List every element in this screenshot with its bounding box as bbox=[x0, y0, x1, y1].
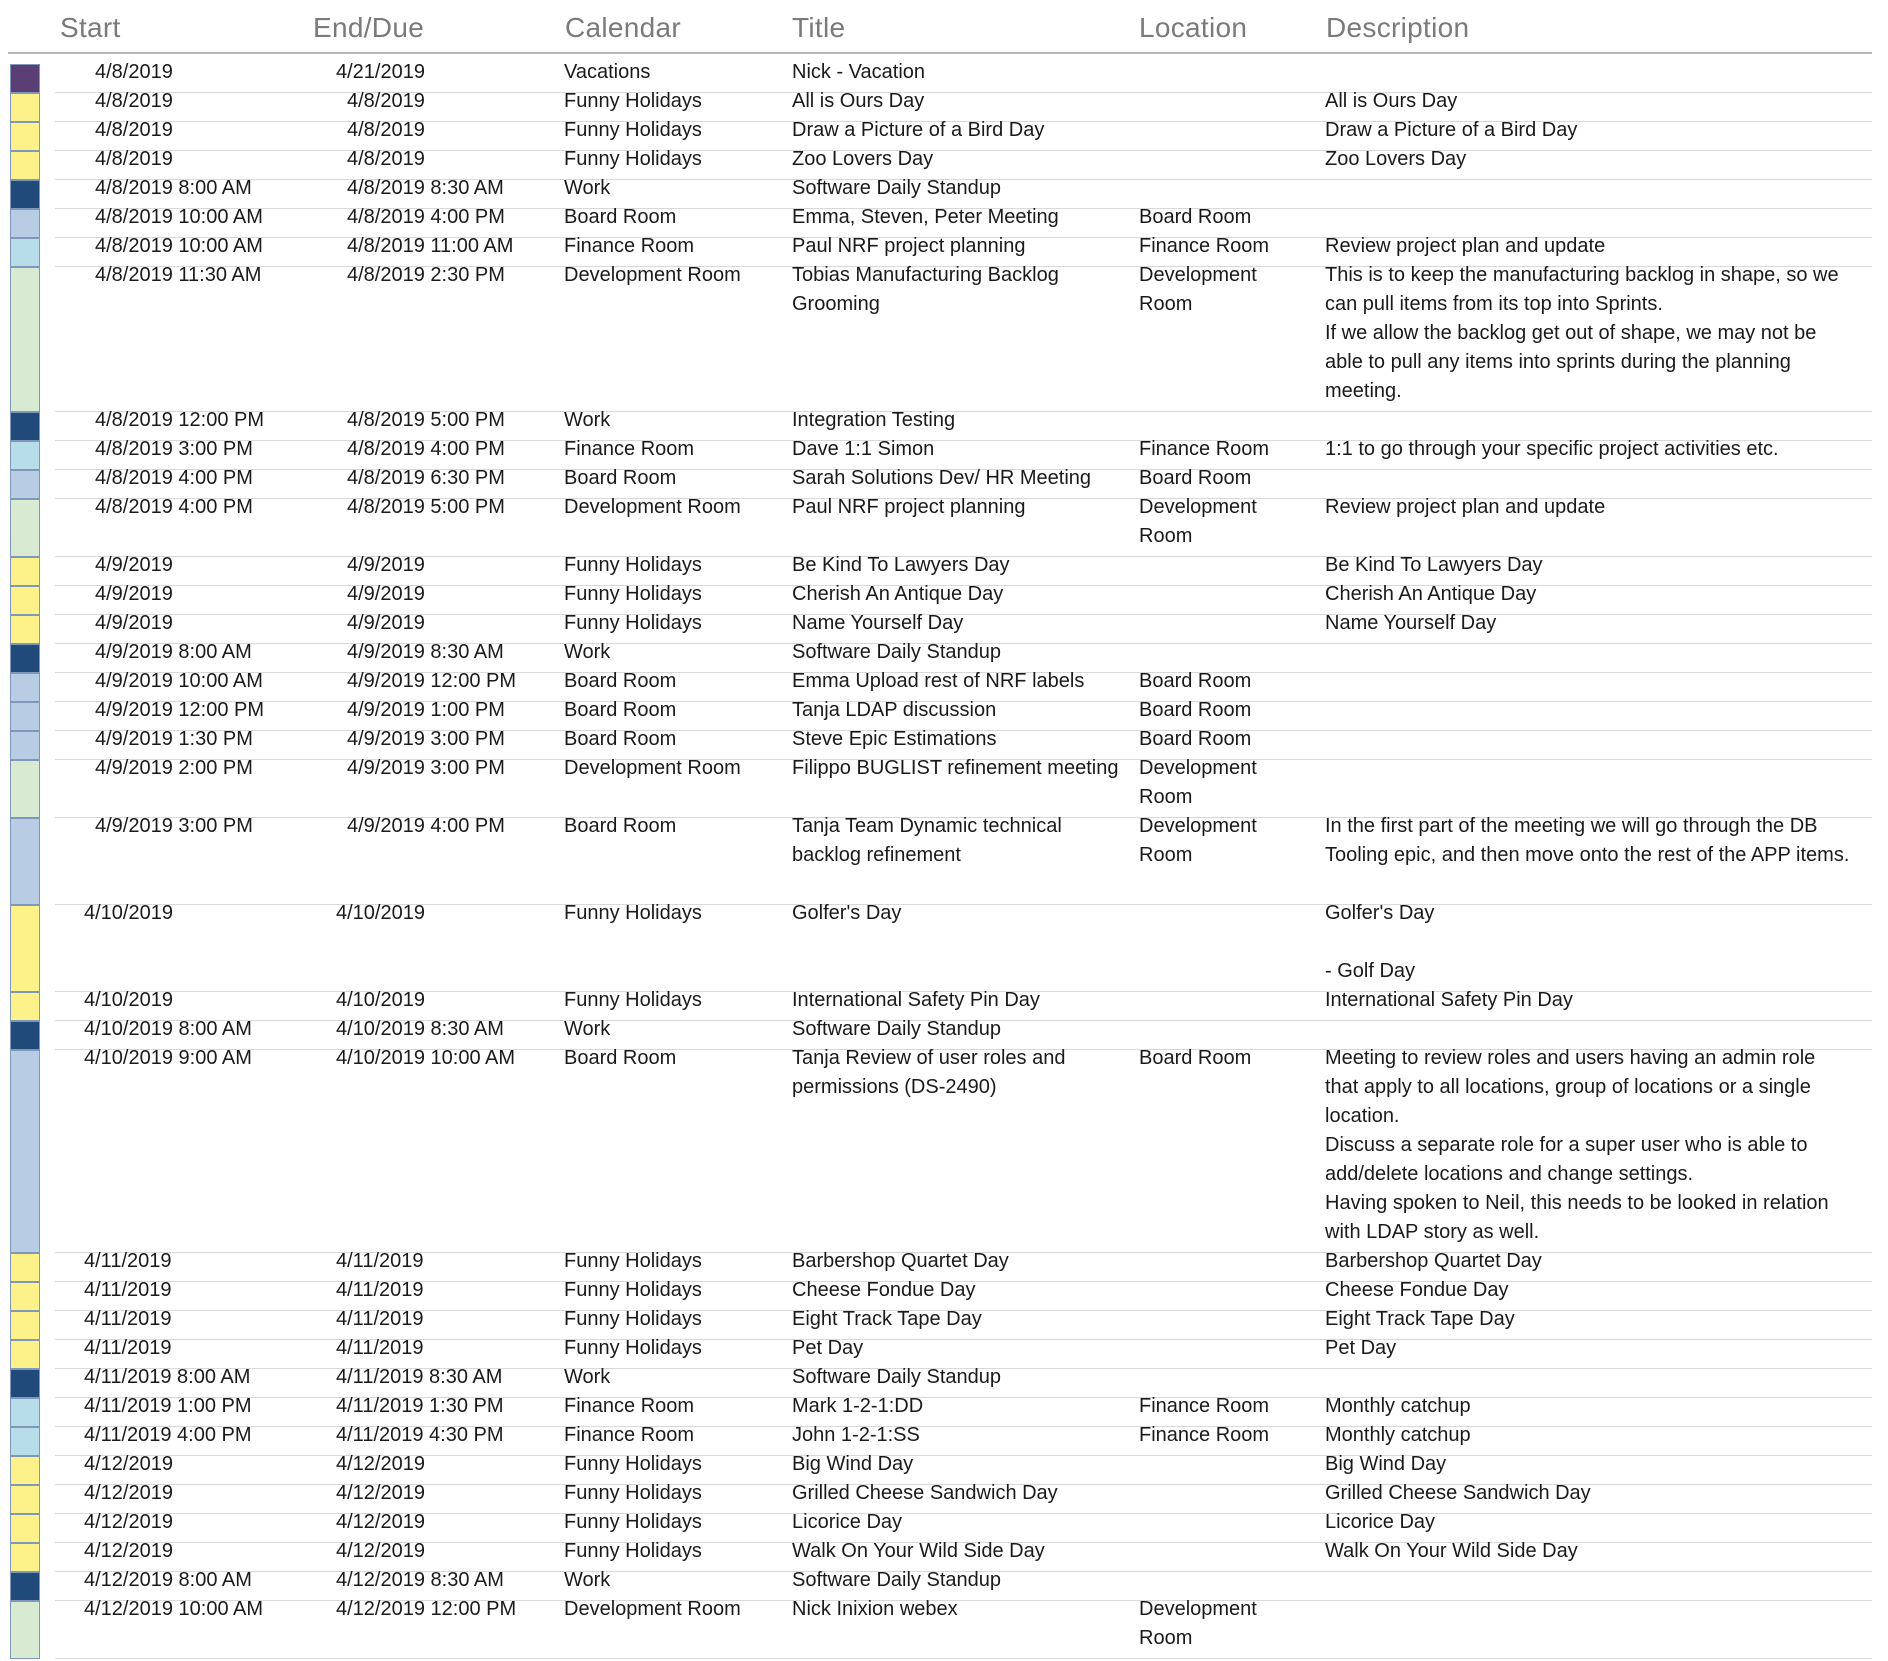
cell-start: 4/10/2019 8:00 AM bbox=[84, 1018, 252, 1040]
table-row[interactable] bbox=[0, 757, 1888, 818]
calendar-color-swatch bbox=[10, 586, 40, 615]
cell-end: 4/11/2019 bbox=[336, 1250, 424, 1272]
cell-calendar: Funny Holidays bbox=[564, 119, 702, 141]
cell-calendar: Funny Holidays bbox=[564, 1308, 702, 1330]
calendar-color-swatch bbox=[10, 180, 40, 209]
calendar-color-swatch bbox=[10, 1282, 40, 1311]
calendar-color-swatch bbox=[10, 760, 40, 818]
cell-start: 4/9/2019 2:00 PM bbox=[95, 757, 253, 779]
cell-description: Licorice Day bbox=[1325, 1511, 1436, 1533]
cell-calendar: Board Room bbox=[564, 1047, 677, 1069]
cell-end: 4/8/2019 4:00 PM bbox=[347, 438, 505, 460]
cell-title: Integration Testing bbox=[792, 409, 956, 431]
cell-end: 4/9/2019 bbox=[347, 554, 425, 576]
cell-calendar: Funny Holidays bbox=[564, 902, 702, 924]
cell-title: Be Kind To Lawyers Day bbox=[792, 554, 1010, 576]
cell-start: 4/9/2019 bbox=[95, 554, 173, 576]
cell-location: Development Room bbox=[1139, 757, 1257, 808]
calendar-color-swatch bbox=[10, 1514, 40, 1543]
cell-description: All is Ours Day bbox=[1325, 90, 1458, 112]
cell-title: Grilled Cheese Sandwich Day bbox=[792, 1482, 1058, 1504]
calendar-color-swatch bbox=[10, 1485, 40, 1514]
cell-start: 4/11/2019 4:00 PM bbox=[84, 1424, 252, 1446]
cell-title: Paul NRF project planning bbox=[792, 496, 1026, 518]
cell-calendar: Funny Holidays bbox=[564, 1279, 702, 1301]
calendar-color-swatch bbox=[10, 673, 40, 702]
cell-calendar: Board Room bbox=[564, 206, 677, 228]
cell-title: Eight Track Tape Day bbox=[792, 1308, 982, 1330]
cell-start: 4/8/2019 8:00 AM bbox=[95, 177, 252, 199]
cell-location: Board Room bbox=[1139, 1047, 1252, 1069]
calendar-color-swatch bbox=[10, 1253, 40, 1282]
cell-calendar: Funny Holidays bbox=[564, 1453, 702, 1475]
table-row[interactable] bbox=[0, 264, 1888, 412]
cell-end: 4/12/2019 12:00 PM bbox=[336, 1598, 517, 1620]
cell-title: Cherish An Antique Day bbox=[792, 583, 1004, 605]
cell-calendar: Funny Holidays bbox=[564, 989, 702, 1011]
column-header-title[interactable]: Title bbox=[792, 12, 846, 43]
cell-description: Cherish An Antique Day bbox=[1325, 583, 1537, 605]
cell-location: Finance Room bbox=[1139, 235, 1270, 257]
cell-start: 4/9/2019 8:00 AM bbox=[95, 641, 252, 663]
cell-end: 4/9/2019 3:00 PM bbox=[347, 728, 505, 750]
cell-start: 4/11/2019 bbox=[84, 1337, 172, 1359]
cell-description: Barbershop Quartet Day bbox=[1325, 1250, 1542, 1272]
calendar-color-swatch bbox=[10, 1572, 40, 1601]
cell-end: 4/10/2019 10:00 AM bbox=[336, 1047, 516, 1069]
cell-calendar: Board Room bbox=[564, 728, 677, 750]
table-row[interactable] bbox=[0, 1424, 1888, 1456]
column-header-location[interactable]: Location bbox=[1139, 12, 1248, 43]
calendar-color-swatch bbox=[10, 1398, 40, 1427]
cell-title: Filippo BUGLIST refinement meeting bbox=[792, 757, 1119, 779]
cell-calendar: Funny Holidays bbox=[564, 612, 702, 634]
cell-calendar: Funny Holidays bbox=[564, 1250, 702, 1272]
cell-description: Cheese Fondue Day bbox=[1325, 1279, 1509, 1301]
cell-calendar: Funny Holidays bbox=[564, 1540, 702, 1562]
calendar-color-swatch bbox=[10, 818, 40, 905]
cell-end: 4/10/2019 8:30 AM bbox=[336, 1018, 504, 1040]
cell-title: Paul NRF project planning bbox=[792, 235, 1026, 257]
calendar-color-swatch bbox=[10, 64, 40, 93]
cell-title: Walk On Your Wild Side Day bbox=[792, 1540, 1045, 1562]
cell-title: International Safety Pin Day bbox=[792, 989, 1040, 1011]
cell-calendar: Finance Room bbox=[564, 1424, 695, 1446]
cell-end: 4/11/2019 1:30 PM bbox=[336, 1395, 504, 1417]
cell-start: 4/12/2019 bbox=[84, 1540, 173, 1562]
cell-calendar: Work bbox=[564, 409, 611, 431]
column-header-description[interactable]: Description bbox=[1326, 12, 1470, 43]
cell-end: 4/10/2019 bbox=[336, 989, 425, 1011]
cell-description: In the first part of the meeting we will go through the DB Tooling epic, and then move onto the rest of the APP items. bbox=[1325, 815, 1850, 866]
calendar-color-swatch bbox=[10, 470, 40, 499]
cell-start: 4/11/2019 bbox=[84, 1308, 172, 1330]
calendar-color-swatch bbox=[10, 557, 40, 586]
cell-location: Development Room bbox=[1139, 264, 1257, 315]
cell-start: 4/9/2019 3:00 PM bbox=[95, 815, 253, 837]
cell-description: Review project plan and update bbox=[1325, 235, 1606, 257]
cell-end: 4/9/2019 4:00 PM bbox=[347, 815, 505, 837]
cell-start: 4/10/2019 bbox=[84, 902, 173, 924]
cell-title: Software Daily Standup bbox=[792, 177, 1002, 199]
calendar-color-swatch bbox=[10, 1543, 40, 1572]
cell-description: This is to keep the manufacturing backlog in shape, so we can pull items from its top into Sprints. If we allow the backlog get out of shape, we may not be able to pull any items into sprints during the planning meeting. bbox=[1325, 264, 1839, 402]
cell-start: 4/10/2019 9:00 AM bbox=[84, 1047, 252, 1069]
cell-calendar: Finance Room bbox=[564, 1395, 695, 1417]
cell-start: 4/8/2019 10:00 AM bbox=[95, 235, 263, 257]
cell-calendar: Work bbox=[564, 1366, 611, 1388]
cell-description: Zoo Lovers Day bbox=[1325, 148, 1467, 170]
cell-calendar: Work bbox=[564, 177, 611, 199]
calendar-color-swatch bbox=[10, 151, 40, 180]
cell-start: 4/9/2019 bbox=[95, 583, 173, 605]
cell-end: 4/9/2019 12:00 PM bbox=[347, 670, 517, 692]
cell-start: 4/8/2019 12:00 PM bbox=[95, 409, 265, 431]
cell-title: Tobias Manufacturing Backlog Grooming bbox=[792, 264, 1059, 315]
cell-description: Meeting to review roles and users having an admin role that apply to all locations, group of locations or a single location. Discuss a separate role for a super user who is able to add/delete locations and change settings. Having spoken to Neil, this needs to be looked in relation with LDAP story as well. bbox=[1325, 1047, 1829, 1243]
cell-end: 4/12/2019 8:30 AM bbox=[336, 1569, 504, 1591]
cell-calendar: Board Room bbox=[564, 670, 677, 692]
row-divider bbox=[55, 1658, 1872, 1659]
cell-end: 4/8/2019 bbox=[347, 119, 425, 141]
cell-start: 4/9/2019 12:00 PM bbox=[95, 699, 265, 721]
cell-calendar: Funny Holidays bbox=[564, 583, 702, 605]
cell-calendar: Funny Holidays bbox=[564, 1337, 702, 1359]
cell-title: Licorice Day bbox=[792, 1511, 903, 1533]
cell-title: Zoo Lovers Day bbox=[792, 148, 934, 170]
cell-location: Board Room bbox=[1139, 670, 1252, 692]
cell-description: Big Wind Day bbox=[1325, 1453, 1447, 1475]
cell-start: 4/8/2019 11:30 AM bbox=[95, 264, 262, 286]
column-header-calendar[interactable]: Calendar bbox=[565, 12, 682, 43]
table-row[interactable] bbox=[0, 1366, 1888, 1398]
cell-end: 4/8/2019 bbox=[347, 148, 425, 170]
cell-start: 4/10/2019 bbox=[84, 989, 173, 1011]
calendar-color-swatch bbox=[10, 615, 40, 644]
cell-calendar: Work bbox=[564, 641, 611, 663]
cell-title: Name Yourself Day bbox=[792, 612, 964, 634]
cell-title: Software Daily Standup bbox=[792, 1569, 1002, 1591]
cell-location: Board Room bbox=[1139, 699, 1252, 721]
cell-end: 4/12/2019 bbox=[336, 1540, 425, 1562]
table-row[interactable] bbox=[0, 1598, 1888, 1659]
cell-location: Development Room bbox=[1139, 815, 1257, 866]
cell-title: Tanja Team Dynamic technical backlog refinement bbox=[792, 815, 1062, 866]
cell-location: Finance Room bbox=[1139, 1424, 1270, 1446]
cell-end: 4/11/2019 4:30 PM bbox=[336, 1424, 504, 1446]
cell-end: 4/11/2019 8:30 AM bbox=[336, 1366, 503, 1388]
cell-calendar: Development Room bbox=[564, 264, 741, 286]
cell-description: Review project plan and update bbox=[1325, 496, 1606, 518]
cell-start: 4/11/2019 bbox=[84, 1279, 172, 1301]
cell-title: John 1-2-1:SS bbox=[792, 1424, 920, 1446]
cell-title: Sarah Solutions Dev/ HR Meeting bbox=[792, 467, 1092, 489]
calendar-color-swatch bbox=[10, 93, 40, 122]
cell-start: 4/12/2019 bbox=[84, 1511, 173, 1533]
cell-end: 4/10/2019 bbox=[336, 902, 425, 924]
cell-title: Tanja LDAP discussion bbox=[792, 699, 997, 721]
cell-end: 4/8/2019 8:30 AM bbox=[347, 177, 504, 199]
cell-start: 4/8/2019 bbox=[95, 90, 173, 112]
cell-title: Steve Epic Estimations bbox=[792, 728, 997, 750]
cell-description: Name Yourself Day bbox=[1325, 612, 1497, 634]
cell-title: Pet Day bbox=[792, 1337, 864, 1359]
cell-start: 4/12/2019 bbox=[84, 1482, 173, 1504]
cell-description: Be Kind To Lawyers Day bbox=[1325, 554, 1543, 576]
cell-description: Monthly catchup bbox=[1325, 1395, 1471, 1417]
cell-description: Walk On Your Wild Side Day bbox=[1325, 1540, 1578, 1562]
cell-end: 4/11/2019 bbox=[336, 1279, 424, 1301]
cell-start: 4/8/2019 3:00 PM bbox=[95, 438, 253, 460]
cell-start: 4/12/2019 bbox=[84, 1453, 173, 1475]
cell-location: Finance Room bbox=[1139, 1395, 1270, 1417]
cell-end: 4/8/2019 bbox=[347, 90, 425, 112]
calendar-color-swatch bbox=[10, 1369, 40, 1398]
cell-calendar: Funny Holidays bbox=[564, 1511, 702, 1533]
cell-end: 4/9/2019 bbox=[347, 583, 425, 605]
cell-title: Nick Inixion webex bbox=[792, 1598, 958, 1620]
cell-start: 4/9/2019 10:00 AM bbox=[95, 670, 263, 692]
cell-start: 4/8/2019 10:00 AM bbox=[95, 206, 263, 228]
cell-description: Pet Day bbox=[1325, 1337, 1397, 1359]
calendar-color-swatch bbox=[10, 441, 40, 470]
cell-start: 4/8/2019 bbox=[95, 148, 173, 170]
cell-start: 4/12/2019 10:00 AM bbox=[84, 1598, 264, 1620]
cell-calendar: Board Room bbox=[564, 815, 677, 837]
calendar-color-swatch bbox=[10, 1050, 40, 1253]
cell-calendar: Development Room bbox=[564, 1598, 741, 1620]
cell-title: Nick - Vacation bbox=[792, 61, 926, 83]
cell-start: 4/11/2019 1:00 PM bbox=[84, 1395, 252, 1417]
calendar-color-swatch bbox=[10, 702, 40, 731]
cell-calendar: Board Room bbox=[564, 699, 677, 721]
cell-title: Big Wind Day bbox=[792, 1453, 914, 1475]
cell-start: 4/8/2019 4:00 PM bbox=[95, 496, 253, 518]
table-row[interactable] bbox=[0, 1308, 1888, 1340]
cell-calendar: Development Room bbox=[564, 757, 741, 779]
column-header-end[interactable]: End/Due bbox=[313, 12, 425, 43]
cell-description: Eight Track Tape Day bbox=[1325, 1308, 1515, 1330]
table-row[interactable] bbox=[0, 496, 1888, 557]
cell-start: 4/11/2019 bbox=[84, 1250, 172, 1272]
table-row[interactable] bbox=[0, 119, 1888, 151]
cell-start: 4/9/2019 1:30 PM bbox=[95, 728, 253, 750]
calendar-color-swatch bbox=[10, 267, 40, 412]
calendar-color-swatch bbox=[10, 905, 40, 992]
cell-end: 4/9/2019 1:00 PM bbox=[347, 699, 505, 721]
cell-calendar: Vacations bbox=[564, 61, 651, 83]
cell-title: Golfer's Day bbox=[792, 902, 902, 924]
cell-title: Mark 1-2-1:DD bbox=[792, 1395, 924, 1417]
cell-location: Finance Room bbox=[1139, 438, 1270, 460]
calendar-color-swatch bbox=[10, 644, 40, 673]
cell-calendar: Funny Holidays bbox=[564, 1482, 702, 1504]
cell-calendar: Finance Room bbox=[564, 235, 695, 257]
cell-title: Emma Upload rest of NRF labels bbox=[792, 670, 1085, 692]
cell-location: Board Room bbox=[1139, 206, 1252, 228]
calendar-color-swatch bbox=[10, 1340, 40, 1369]
cell-title: All is Ours Day bbox=[792, 90, 925, 112]
calendar-color-swatch bbox=[10, 1601, 40, 1659]
cell-end: 4/8/2019 5:00 PM bbox=[347, 409, 505, 431]
cell-title: Emma, Steven, Peter Meeting bbox=[792, 206, 1059, 228]
cell-end: 4/11/2019 bbox=[336, 1337, 424, 1359]
calendar-color-swatch bbox=[10, 1311, 40, 1340]
cell-location: Development Room bbox=[1139, 1598, 1257, 1649]
cell-end: 4/21/2019 bbox=[336, 61, 425, 83]
cell-calendar: Finance Room bbox=[564, 438, 695, 460]
calendar-color-swatch bbox=[10, 499, 40, 557]
calendar-color-swatch bbox=[10, 122, 40, 151]
cell-calendar: Funny Holidays bbox=[564, 554, 702, 576]
cell-end: 4/9/2019 bbox=[347, 612, 425, 634]
cell-end: 4/12/2019 bbox=[336, 1453, 425, 1475]
cell-description: Draw a Picture of a Bird Day bbox=[1325, 119, 1578, 141]
cell-start: 4/8/2019 bbox=[95, 119, 173, 141]
cell-end: 4/9/2019 8:30 AM bbox=[347, 641, 504, 663]
cell-end: 4/8/2019 5:00 PM bbox=[347, 496, 505, 518]
cell-location: Development Room bbox=[1139, 496, 1257, 547]
cell-description: Monthly catchup bbox=[1325, 1424, 1471, 1446]
calendar-color-swatch bbox=[10, 1021, 40, 1050]
cell-title: Cheese Fondue Day bbox=[792, 1279, 976, 1301]
cell-title: Barbershop Quartet Day bbox=[792, 1250, 1009, 1272]
table-row[interactable] bbox=[0, 1482, 1888, 1514]
cell-end: 4/8/2019 2:30 PM bbox=[347, 264, 505, 286]
cell-calendar: Work bbox=[564, 1018, 611, 1040]
table-row[interactable] bbox=[0, 1047, 1888, 1253]
cell-calendar: Funny Holidays bbox=[564, 90, 702, 112]
cell-end: 4/12/2019 bbox=[336, 1482, 425, 1504]
table-row[interactable] bbox=[0, 815, 1888, 905]
cell-start: 4/12/2019 8:00 AM bbox=[84, 1569, 252, 1591]
cell-start: 4/8/2019 bbox=[95, 61, 173, 83]
calendar-color-swatch bbox=[10, 992, 40, 1021]
cell-title: Software Daily Standup bbox=[792, 641, 1002, 663]
cell-description: 1:1 to go through your specific project activities etc. bbox=[1325, 438, 1779, 460]
cell-calendar: Work bbox=[564, 1569, 611, 1591]
cell-end: 4/12/2019 bbox=[336, 1511, 425, 1533]
calendar-color-swatch bbox=[10, 238, 40, 267]
cell-start: 4/8/2019 4:00 PM bbox=[95, 467, 253, 489]
cell-title: Dave 1:1 Simon bbox=[792, 438, 935, 460]
calendar-color-swatch bbox=[10, 1427, 40, 1456]
cell-title: Software Daily Standup bbox=[792, 1018, 1002, 1040]
cell-end: 4/8/2019 11:00 AM bbox=[347, 235, 514, 257]
table-row[interactable] bbox=[0, 1395, 1888, 1427]
cell-calendar: Funny Holidays bbox=[564, 148, 702, 170]
calendar-color-swatch bbox=[10, 1456, 40, 1485]
cell-description: Golfer's Day - Golf Day bbox=[1325, 902, 1435, 982]
cell-end: 4/8/2019 6:30 PM bbox=[347, 467, 505, 489]
cell-end: 4/8/2019 4:00 PM bbox=[347, 206, 505, 228]
cell-description: International Safety Pin Day bbox=[1325, 989, 1573, 1011]
cell-start: 4/9/2019 bbox=[95, 612, 173, 634]
cell-start: 4/11/2019 8:00 AM bbox=[84, 1366, 251, 1388]
calendar-color-swatch bbox=[10, 209, 40, 238]
cell-calendar: Development Room bbox=[564, 496, 741, 518]
cell-title: Tanja Review of user roles and permissions (DS-2490) bbox=[792, 1047, 1066, 1098]
cell-end: 4/11/2019 bbox=[336, 1308, 424, 1330]
column-header-start[interactable]: Start bbox=[60, 12, 121, 43]
cell-calendar: Board Room bbox=[564, 467, 677, 489]
calendar-color-swatch bbox=[10, 731, 40, 760]
cell-title: Software Daily Standup bbox=[792, 1366, 1002, 1388]
table-row[interactable] bbox=[0, 61, 1888, 93]
cell-title: Draw a Picture of a Bird Day bbox=[792, 119, 1045, 141]
cell-description: Grilled Cheese Sandwich Day bbox=[1325, 1482, 1591, 1504]
cell-location: Board Room bbox=[1139, 467, 1252, 489]
table-row[interactable] bbox=[0, 902, 1888, 992]
cell-end: 4/9/2019 3:00 PM bbox=[347, 757, 505, 779]
calendar-color-swatch bbox=[10, 412, 40, 441]
cell-location: Board Room bbox=[1139, 728, 1252, 750]
